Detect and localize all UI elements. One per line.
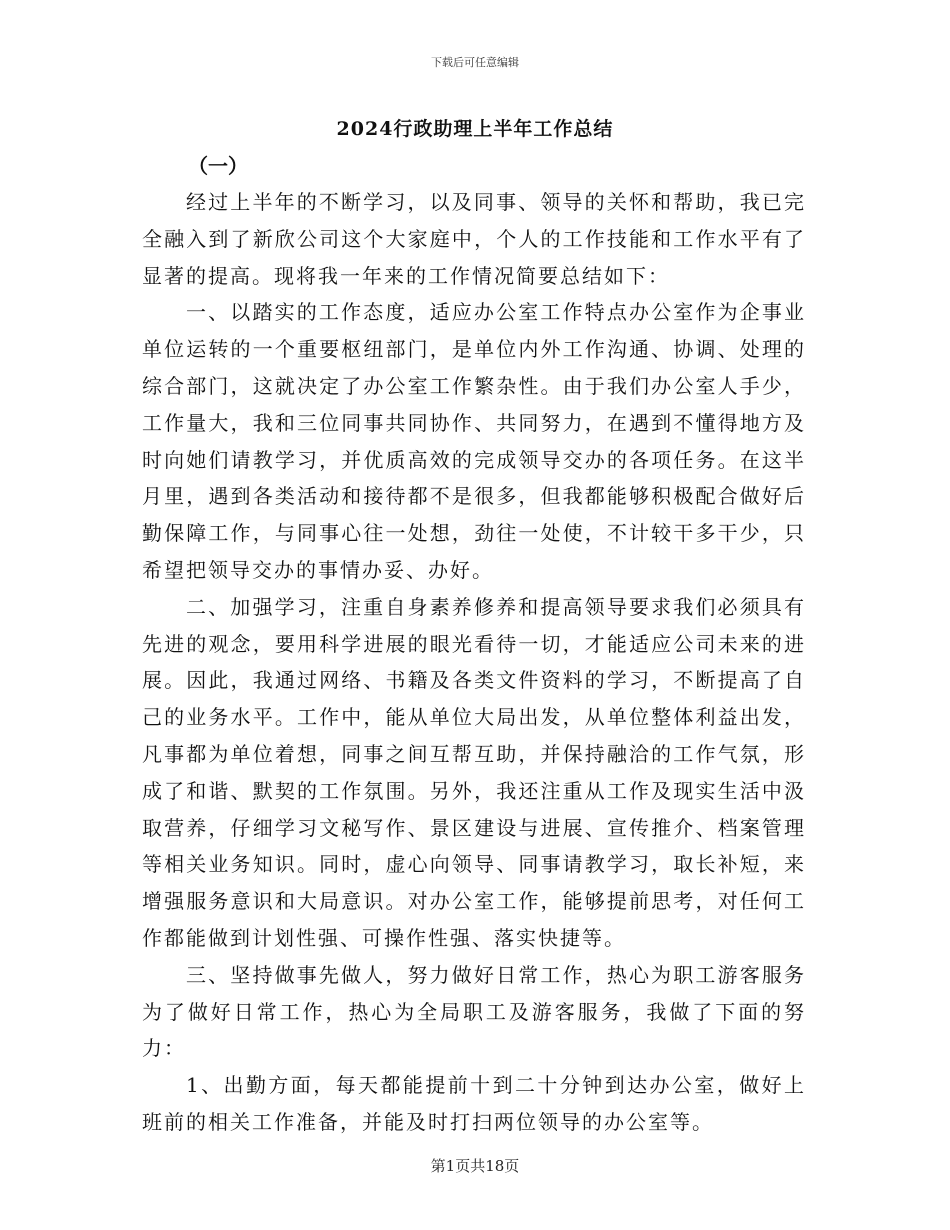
paragraph-learning: 二、加强学习，注重自身素养修养和提高领导要求我们必须具有先进的观念，要用科学进展的眼光看待一切，才能适应公司未来的进展。因此，我通过网络、书籍及各类文件资料的学习，不断提高了自己的业务水平。工作中，能从单位大局出发，从单位整体利益出发，凡事都为单位着想，同事之间互帮互助，并保持融洽的工作气氛，形成了和谐、默契的工作氛围。另外，我还注重从工作及现实生活中汲取营养，仔细学习文秘写作、景区建设与进展、宣传推介、档案管理等相关业务知识。同时，虚心向领导、同事请教学习，取长补短，来增强服务意识和大局意识。对办公室工作，能够提前思考，对任何工作都能做到计划性强、可操作性强、落实快捷等。 xyxy=(142,594,806,950)
page-number-footer: 第1页共18页 xyxy=(430,1157,520,1175)
paragraph-work-attitude: 一、以踏实的工作态度，适应办公室工作特点办公室作为企事业单位运转的一个重要枢纽部门，是单位内外工作沟通、协调、处理的综合部门，这就决定了办公室工作繁杂性。由于我们办公室人手少，工作量大，我和三位同事共同协作、共同努力，在遇到不懂得地方及时向她们请教学习，并优质高效的完成领导交办的各项任务。在这半月里，遇到各类活动和接待都不是很多，但我都能够积极配合做好后勤保障工作，与同事心往一处想，劲往一处使，不计较干多干少，只希望把领导交办的事情办妥、办好。 xyxy=(142,300,806,582)
document-title: 2024行政助理上半年工作总结 xyxy=(336,118,614,140)
header-note: 下载后可任意编辑 xyxy=(431,56,519,69)
paragraph-daily-work: 三、坚持做事先做人，努力做好日常工作，热心为职工游客服务为了做好日常工作，热心为全局职工及游客服务，我做了下面的努力： xyxy=(142,962,806,1061)
document-body xyxy=(142,184,806,1141)
section-label: （一） xyxy=(188,154,248,178)
paragraph-attendance: 1、出勤方面，每天都能提前十到二十分钟到达办公室，做好上班前的相关工作准备，并能及时打扫两位领导的办公室等。 xyxy=(142,1073,806,1134)
paragraph-intro: 经过上半年的不断学习，以及同事、领导的关怀和帮助，我已完全融入到了新欣公司这个大家庭中，个人的工作技能和工作水平有了显著的提高。现将我一年来的工作情况简要总结如下： xyxy=(142,190,806,288)
